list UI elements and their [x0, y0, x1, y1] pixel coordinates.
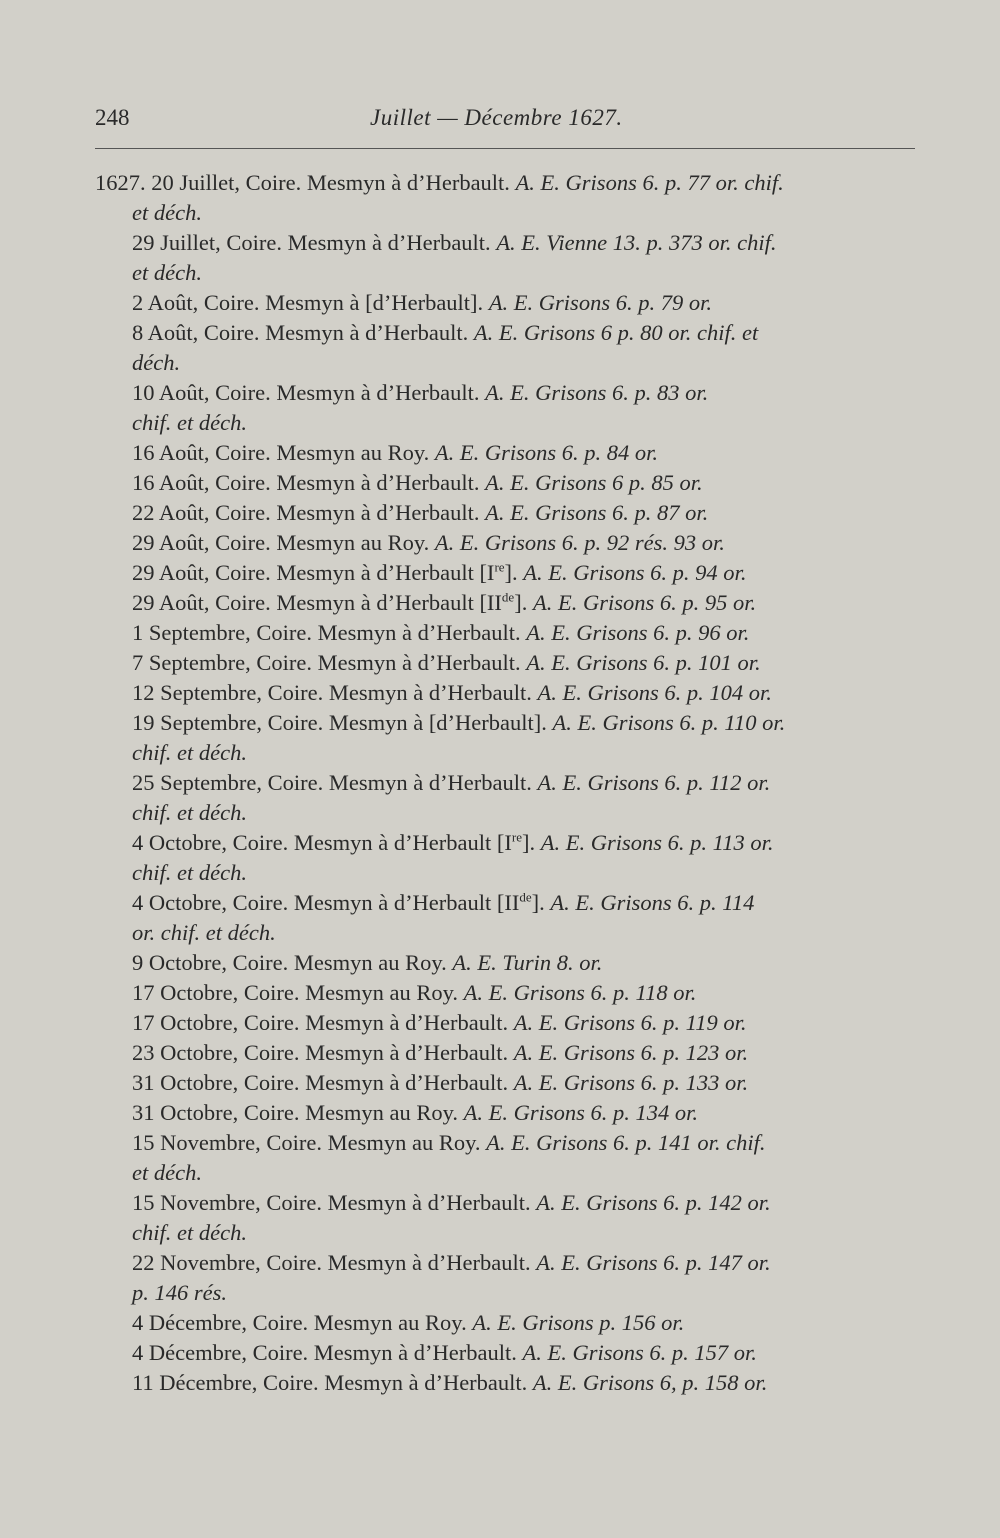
entry-lead: 16 Août, Coire. Mesmyn au Roy. — [132, 440, 430, 465]
entry-archive-reference: A. E. Grisons 6. p. 94 or. — [523, 560, 747, 585]
entry-continuation: chif. et déch. — [132, 800, 247, 825]
entry-archive-reference: A. E. Grisons 6. p. 123 or. — [513, 1040, 749, 1065]
entry-item — [95, 1368, 920, 1398]
entry-lead: 31 Octobre, Coire. Mesmyn au Roy. — [132, 1100, 458, 1125]
entry-item — [95, 1008, 920, 1038]
entry-item — [95, 588, 920, 618]
running-title: Juillet — Décembre 1627. — [370, 105, 623, 130]
entry-continuation: et déch. — [132, 200, 202, 225]
entry-item — [95, 888, 920, 948]
entry-item — [95, 1188, 920, 1248]
entry-lead: 19 Septembre, Coire. Mesmyn à [d’Herbault]. — [132, 710, 547, 735]
entry-item — [95, 168, 920, 228]
entry-lead: 9 Octobre, Coire. Mesmyn au Roy. — [132, 950, 447, 975]
entry-item — [95, 678, 920, 708]
entry-item — [95, 468, 920, 498]
entry-lead: 29 Août, Coire. Mesmyn au Roy. — [132, 530, 430, 555]
entry-lead: 12 Septembre, Coire. Mesmyn à d’Herbault. — [132, 680, 532, 705]
entry-lead: 2 Août, Coire. Mesmyn à [d’Herbault]. — [132, 290, 484, 315]
entry-item — [95, 378, 920, 438]
entry-lead: 15 Novembre, Coire. Mesmyn au Roy. — [132, 1130, 481, 1155]
entry-archive-reference: A. E. Grisons 6. p. 118 or. — [463, 980, 697, 1005]
entry-item — [95, 1128, 920, 1188]
entry-continuation: et déch. — [132, 1160, 202, 1185]
entry-item — [95, 618, 920, 648]
entry-continuation: déch. — [132, 350, 181, 375]
entry-archive-reference: A. E. Grisons 6. p. 83 or. — [485, 380, 709, 405]
entry-archive-reference: A. E. Grisons 6, p. 158 or. — [532, 1370, 768, 1395]
entry-lead: 4 Octobre, Coire. Mesmyn à d’Herbault [I — [132, 830, 512, 855]
entry-archive-reference: A. E. Grisons 6. p. 87 or. — [485, 500, 709, 525]
entry-continuation: chif. et déch. — [132, 1220, 247, 1245]
entry-superscript: re — [511, 829, 522, 845]
entry-lead-end: ]. — [531, 890, 545, 915]
entry-lead-end: ]. — [504, 560, 518, 585]
entry-archive-reference: A. E. Grisons 6. p. 119 or. — [513, 1010, 747, 1035]
entry-archive-reference: A. E. Grisons 6. p. 134 or. — [463, 1100, 699, 1125]
entry-lead: 10 Août, Coire. Mesmyn à d’Herbault. — [132, 380, 480, 405]
entry-lead: 29 Août, Coire. Mesmyn à d’Herbault [II — [132, 590, 502, 615]
page-number: 248 — [95, 105, 130, 130]
entry-item — [95, 978, 920, 1008]
entry-lead: 4 Décembre, Coire. Mesmyn au Roy. — [132, 1310, 467, 1335]
entry-lead: 22 Août, Coire. Mesmyn à d’Herbault. — [132, 500, 480, 525]
entry-item — [95, 318, 920, 378]
entry-archive-reference: A. E. Grisons 6. p. 96 or. — [526, 620, 750, 645]
entry-archive-reference: A. E. Grisons 6. p. 141 or. chif. — [486, 1130, 766, 1155]
entry-lead: 22 Novembre, Coire. Mesmyn à d’Herbault. — [132, 1250, 531, 1275]
entry-item — [95, 768, 920, 828]
entry-item — [95, 1248, 920, 1308]
entry-item — [95, 558, 920, 588]
entry-continuation: or. chif. et déch. — [132, 920, 276, 945]
entry-archive-reference: A. E. Grisons p. 156 or. — [472, 1310, 685, 1335]
entry-item — [95, 828, 920, 888]
entry-lead: 31 Octobre, Coire. Mesmyn à d’Herbault. — [132, 1070, 509, 1095]
entry-continuation: chif. et déch. — [132, 740, 247, 765]
header-rule — [95, 148, 915, 149]
entry-item — [95, 948, 920, 978]
entry-superscript: de — [501, 589, 515, 605]
entry-list — [95, 168, 920, 1398]
entry-lead: 25 Septembre, Coire. Mesmyn à d’Herbault. — [132, 770, 532, 795]
entry-item — [95, 1038, 920, 1068]
entry-continuation: chif. et déch. — [132, 860, 247, 885]
entry-lead: 16 Août, Coire. Mesmyn à d’Herbault. — [132, 470, 480, 495]
entry-archive-reference: A. E. Grisons 6. p. 110 or. — [552, 710, 786, 735]
entry-item — [95, 1338, 920, 1368]
entry-item — [95, 288, 920, 318]
entry-item — [95, 438, 920, 468]
entry-item — [95, 1098, 920, 1128]
entry-lead: 8 Août, Coire. Mesmyn à d’Herbault. — [132, 320, 469, 345]
entry-superscript: de — [519, 889, 532, 905]
entry-archive-reference: A. E. Grisons 6. p. 113 or. — [540, 830, 774, 855]
entry-archive-reference: A. E. Grisons 6. p. 112 or. — [537, 770, 771, 795]
entry-archive-reference: A. E. Grisons 6. p. 101 or. — [526, 650, 761, 675]
entry-archive-reference: A. E. Grisons 6 p. 85 or. — [485, 470, 703, 495]
entry-archive-reference: A. E. Grisons 6. p. 77 or. chif. — [515, 170, 784, 195]
entry-continuation: chif. et déch. — [132, 410, 247, 435]
entry-lead: 1627. 20 Juillet, Coire. Mesmyn à d’Herbault. — [95, 170, 510, 195]
entry-archive-reference: A. E. Grisons 6. p. 147 or. — [536, 1250, 771, 1275]
entry-lead: 15 Novembre, Coire. Mesmyn à d’Herbault. — [132, 1190, 531, 1215]
entry-item — [95, 498, 920, 528]
entry-archive-reference: A. E. Grisons 6. p. 84 or. — [434, 440, 659, 465]
entry-lead: 23 Octobre, Coire. Mesmyn à d’Herbault. — [132, 1040, 509, 1065]
entry-lead: 11 Décembre, Coire. Mesmyn à d’Herbault. — [132, 1370, 528, 1395]
entry-lead: 17 Octobre, Coire. Mesmyn à d’Herbault. — [132, 1010, 509, 1035]
entry-continuation: et déch. — [132, 260, 202, 285]
entry-archive-reference: A. E. Grisons 6. p. 104 or. — [537, 680, 772, 705]
entry-lead-end: ]. — [514, 590, 528, 615]
entry-item — [95, 528, 920, 558]
entry-item — [95, 708, 920, 768]
entry-archive-reference: A. E. Grisons 6 p. 80 or. chif. et — [473, 320, 759, 345]
entry-archive-reference: A. E. Turin 8. or. — [452, 950, 603, 975]
entry-item — [95, 1068, 920, 1098]
entry-lead-end: ]. — [522, 830, 536, 855]
page-header — [95, 105, 915, 145]
entry-archive-reference: A. E. Grisons 6. p. 92 rés. 93 or. — [434, 530, 725, 555]
entry-archive-reference: A. E. Vienne 13. p. 373 or. chif. — [496, 230, 777, 255]
entry-lead: 17 Octobre, Coire. Mesmyn au Roy. — [132, 980, 458, 1005]
entry-item — [95, 228, 920, 288]
entry-item — [95, 648, 920, 678]
entry-superscript: re — [494, 559, 505, 575]
entry-archive-reference: A. E. Grisons 6. p. 79 or. — [488, 290, 712, 315]
entry-archive-reference: A. E. Grisons 6. p. 114 — [550, 890, 755, 915]
entry-lead: 7 Septembre, Coire. Mesmyn à d’Herbault. — [132, 650, 521, 675]
entry-archive-reference: A. E. Grisons 6. p. 157 or. — [522, 1340, 757, 1365]
entry-archive-reference: A. E. Grisons 6. p. 133 or. — [513, 1070, 749, 1095]
entry-archive-reference: A. E. Grisons 6. p. 95 or. — [532, 590, 757, 615]
entry-lead: 4 Octobre, Coire. Mesmyn à d’Herbault [II — [132, 890, 520, 915]
entry-lead: 29 Juillet, Coire. Mesmyn à d’Herbault. — [132, 230, 491, 255]
entry-continuation: p. 146 rés. — [132, 1280, 227, 1305]
entry-archive-reference: A. E. Grisons 6. p. 142 or. — [536, 1190, 771, 1215]
entry-item — [95, 1308, 920, 1338]
entry-lead: 29 Août, Coire. Mesmyn à d’Herbault [I — [132, 560, 495, 585]
entry-lead: 1 Septembre, Coire. Mesmyn à d’Herbault. — [132, 620, 521, 645]
entry-lead: 4 Décembre, Coire. Mesmyn à d’Herbault. — [132, 1340, 517, 1365]
